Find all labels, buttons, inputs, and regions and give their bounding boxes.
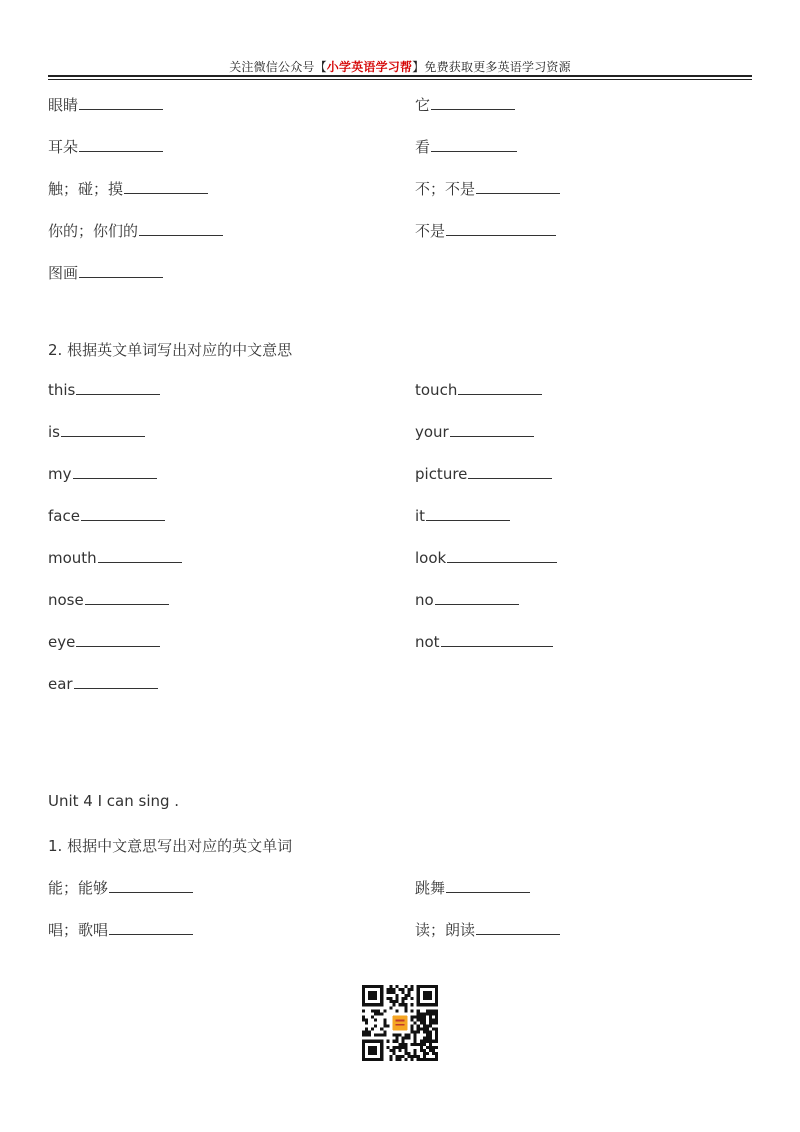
vocab-item: 看 — [415, 136, 517, 157]
answer-blank[interactable] — [74, 674, 158, 689]
answer-blank[interactable] — [447, 548, 557, 563]
vocab-item: no — [415, 590, 519, 609]
vocab-item: 眼睛 — [48, 94, 163, 115]
answer-blank[interactable] — [109, 920, 193, 935]
answer-blank[interactable] — [476, 920, 560, 935]
vocab-item: 跳舞 — [415, 877, 530, 898]
answer-blank[interactable] — [476, 179, 560, 194]
answer-blank[interactable] — [468, 464, 552, 479]
vocab-item: 能；能够 — [48, 877, 193, 898]
answer-blank[interactable] — [98, 548, 182, 563]
answer-blank[interactable] — [81, 506, 165, 521]
answer-blank[interactable] — [109, 878, 193, 893]
answer-blank[interactable] — [124, 179, 208, 194]
vocab-item: 不；不是 — [415, 178, 560, 199]
vocab-item: your — [415, 422, 534, 441]
vocab-item: this — [48, 380, 160, 399]
answer-blank[interactable] — [431, 137, 517, 152]
answer-blank[interactable] — [85, 590, 169, 605]
answer-blank[interactable] — [446, 878, 530, 893]
vocab-item: ear — [48, 674, 158, 693]
header-brand: 小学英语学习帮 — [326, 60, 413, 74]
section-heading: 1. 根据中文意思写出对应的英文单词 — [48, 837, 293, 855]
header-bracket-close: 】 — [412, 60, 425, 74]
header-bracket-open: 【 — [314, 60, 327, 74]
vocab-item: mouth — [48, 548, 182, 567]
vocab-item: 触；碰；摸 — [48, 178, 208, 199]
answer-blank[interactable] — [431, 95, 515, 110]
qr-code-icon — [362, 985, 438, 1061]
header-suffix: 免费获取更多英语学习资源 — [424, 60, 571, 74]
answer-blank[interactable] — [73, 464, 157, 479]
answer-blank[interactable] — [79, 95, 163, 110]
vocab-item: 读；朗读 — [415, 919, 560, 940]
vocab-item: 图画 — [48, 262, 163, 283]
answer-blank[interactable] — [76, 380, 160, 395]
answer-blank[interactable] — [61, 422, 145, 437]
unit-title: Unit 4 I can sing . — [48, 792, 180, 810]
answer-blank[interactable] — [139, 221, 223, 236]
answer-blank[interactable] — [446, 221, 556, 236]
header-rule-thick — [48, 75, 752, 77]
answer-blank[interactable] — [76, 632, 160, 647]
answer-blank[interactable] — [426, 506, 510, 521]
answer-blank[interactable] — [450, 422, 534, 437]
header-prefix: 关注微信公众号 — [229, 60, 315, 74]
vocab-item: touch — [415, 380, 542, 399]
vocab-item: face — [48, 506, 165, 525]
vocab-item: 它 — [415, 94, 515, 115]
answer-blank[interactable] — [435, 590, 519, 605]
vocab-item: look — [415, 548, 557, 567]
vocab-item: 你的；你们的 — [48, 220, 223, 241]
vocab-item: 耳朵 — [48, 136, 163, 157]
vocab-item: 不是 — [415, 220, 556, 241]
header-rule-thin — [48, 79, 752, 80]
page-header — [0, 58, 800, 75]
answer-blank[interactable] — [458, 380, 542, 395]
vocab-item: picture — [415, 464, 552, 483]
vocab-item: nose — [48, 590, 169, 609]
vocab-item: is — [48, 422, 145, 441]
answer-blank[interactable] — [79, 263, 163, 278]
vocab-item: eye — [48, 632, 160, 651]
vocab-item: not — [415, 632, 553, 651]
answer-blank[interactable] — [441, 632, 553, 647]
vocab-item: it — [415, 506, 510, 525]
vocab-item: 唱；歌唱 — [48, 919, 193, 940]
section-heading: 2. 根据英文单词写出对应的中文意思 — [48, 341, 293, 359]
answer-blank[interactable] — [79, 137, 163, 152]
vocab-item: my — [48, 464, 157, 483]
